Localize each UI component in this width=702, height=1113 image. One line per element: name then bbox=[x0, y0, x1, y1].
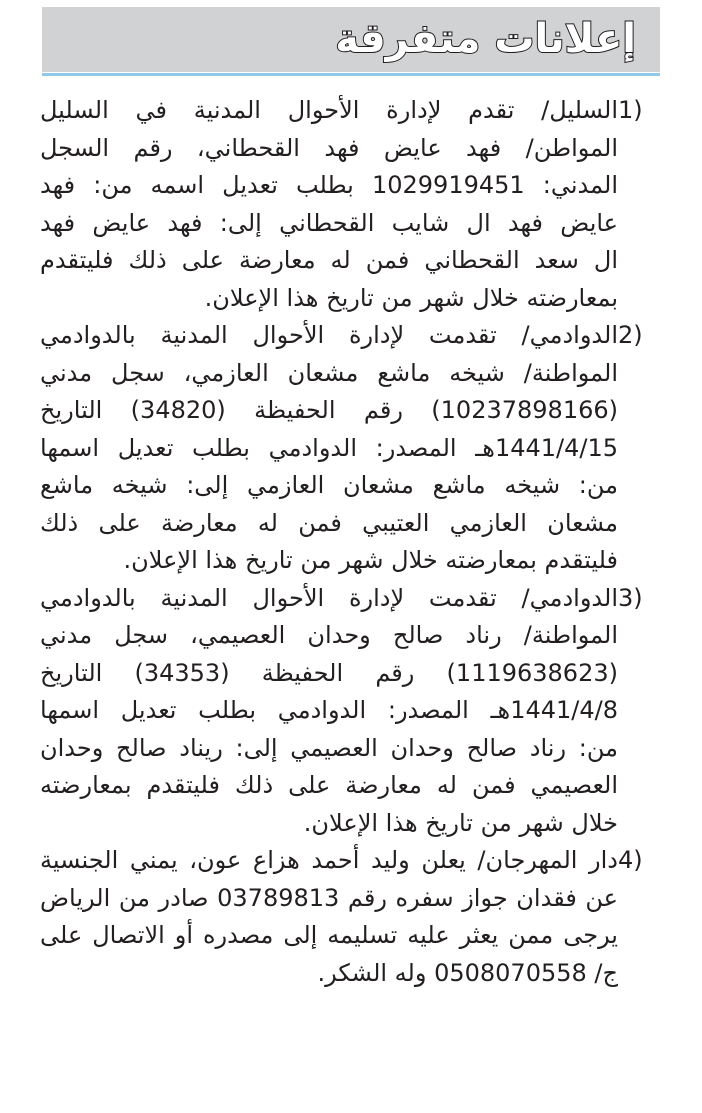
ad-line: ج/ 0508070558 وله الشكر. bbox=[317, 958, 618, 987]
ad-line: المواطن/ فهد عايض فهد القحطاني، رقم السجل bbox=[40, 133, 618, 162]
ad-line: 1441/4/15هـ المصدر: الدوادمي بطلب تعديل اسمها bbox=[40, 433, 618, 462]
ad-line: فليتقدم بمعارضته خلال شهر من تاريخ هذا الإعلان. bbox=[123, 546, 618, 574]
ad-line: 4)دار المهرجان/ يعلن وليد أحمد هزاع عون، يمني الجنسية bbox=[40, 842, 662, 880]
ad-line: عايض فهد ال شايب القحطاني إلى: فهد عايض فهد bbox=[40, 208, 618, 237]
ad-number: 3) bbox=[618, 583, 643, 612]
ad-line: من: رناد صالح وحدان العصيمي إلى: ريناد صالح وحدان bbox=[40, 733, 618, 762]
ad-line: ال سعد القحطاني فمن له معارضة على ذلك فليتقدم bbox=[40, 246, 618, 274]
ad-item-2 bbox=[40, 317, 662, 580]
section-title: إعلانات متفرقة bbox=[335, 16, 636, 62]
ad-line: من: شيخه ماشع مشعان العازمي إلى: شيخه ماشع bbox=[40, 471, 618, 499]
ad-line: 1441/4/8هـ المصدر: الدوادمي بطلب تعديل اسمها bbox=[40, 696, 618, 724]
ad-line: المواطنة/ رناد صالح وحدان العصيمي، سجل مدني bbox=[40, 621, 618, 649]
ad-line: 3)الدوادمي/ تقدمت لإدارة الأحوال المدنية بالدوادمي bbox=[40, 580, 662, 618]
ad-line: المدني: 1029919451 بطلب تعديل اسمه من: فهد bbox=[40, 171, 618, 199]
ad-line: خلال شهر من تاريخ هذا الإعلان. bbox=[303, 808, 618, 837]
ad-line: 2)الدوادمي/ تقدمت لإدارة الأحوال المدنية بالدوادمي bbox=[40, 317, 662, 355]
ad-number: 2) bbox=[618, 321, 643, 349]
section-header bbox=[42, 7, 660, 76]
ad-line: 1)السليل/ تقدم لإدارة الأحوال المدنية في السليل bbox=[40, 92, 662, 130]
ad-number: 4) bbox=[618, 846, 643, 874]
ad-line: عن فقدان جواز سفره رقم 03789813 صادر من الرياض bbox=[40, 883, 618, 912]
ad-number: 1) bbox=[618, 96, 643, 124]
ad-line: (10237898166) رقم الحفيظة (34820) التاريخ bbox=[40, 396, 618, 424]
classified-ads-list bbox=[40, 92, 662, 992]
ad-item-4 bbox=[40, 842, 662, 992]
ad-line: بمعارضته خلال شهر من تاريخ هذا الإعلان. bbox=[204, 283, 618, 312]
ad-item-1 bbox=[40, 92, 662, 317]
ad-line: (1119638623) رقم الحفيظة (34353) التاريخ bbox=[40, 658, 618, 687]
ad-line: المواطنة/ شيخه ماشع مشعان العازمي، سجل مدني bbox=[40, 358, 618, 387]
ad-line: يرجى ممن يعثر عليه تسليمه إلى مصدره أو الاتصال على bbox=[40, 921, 618, 949]
ad-line: مشعان العازمي العتيبي فمن له معارضة على ذلك bbox=[40, 508, 618, 537]
ad-line: العصيمي فمن له معارضة على ذلك فليتقدم بمعارضته bbox=[40, 771, 618, 799]
ad-item-3 bbox=[40, 580, 662, 843]
